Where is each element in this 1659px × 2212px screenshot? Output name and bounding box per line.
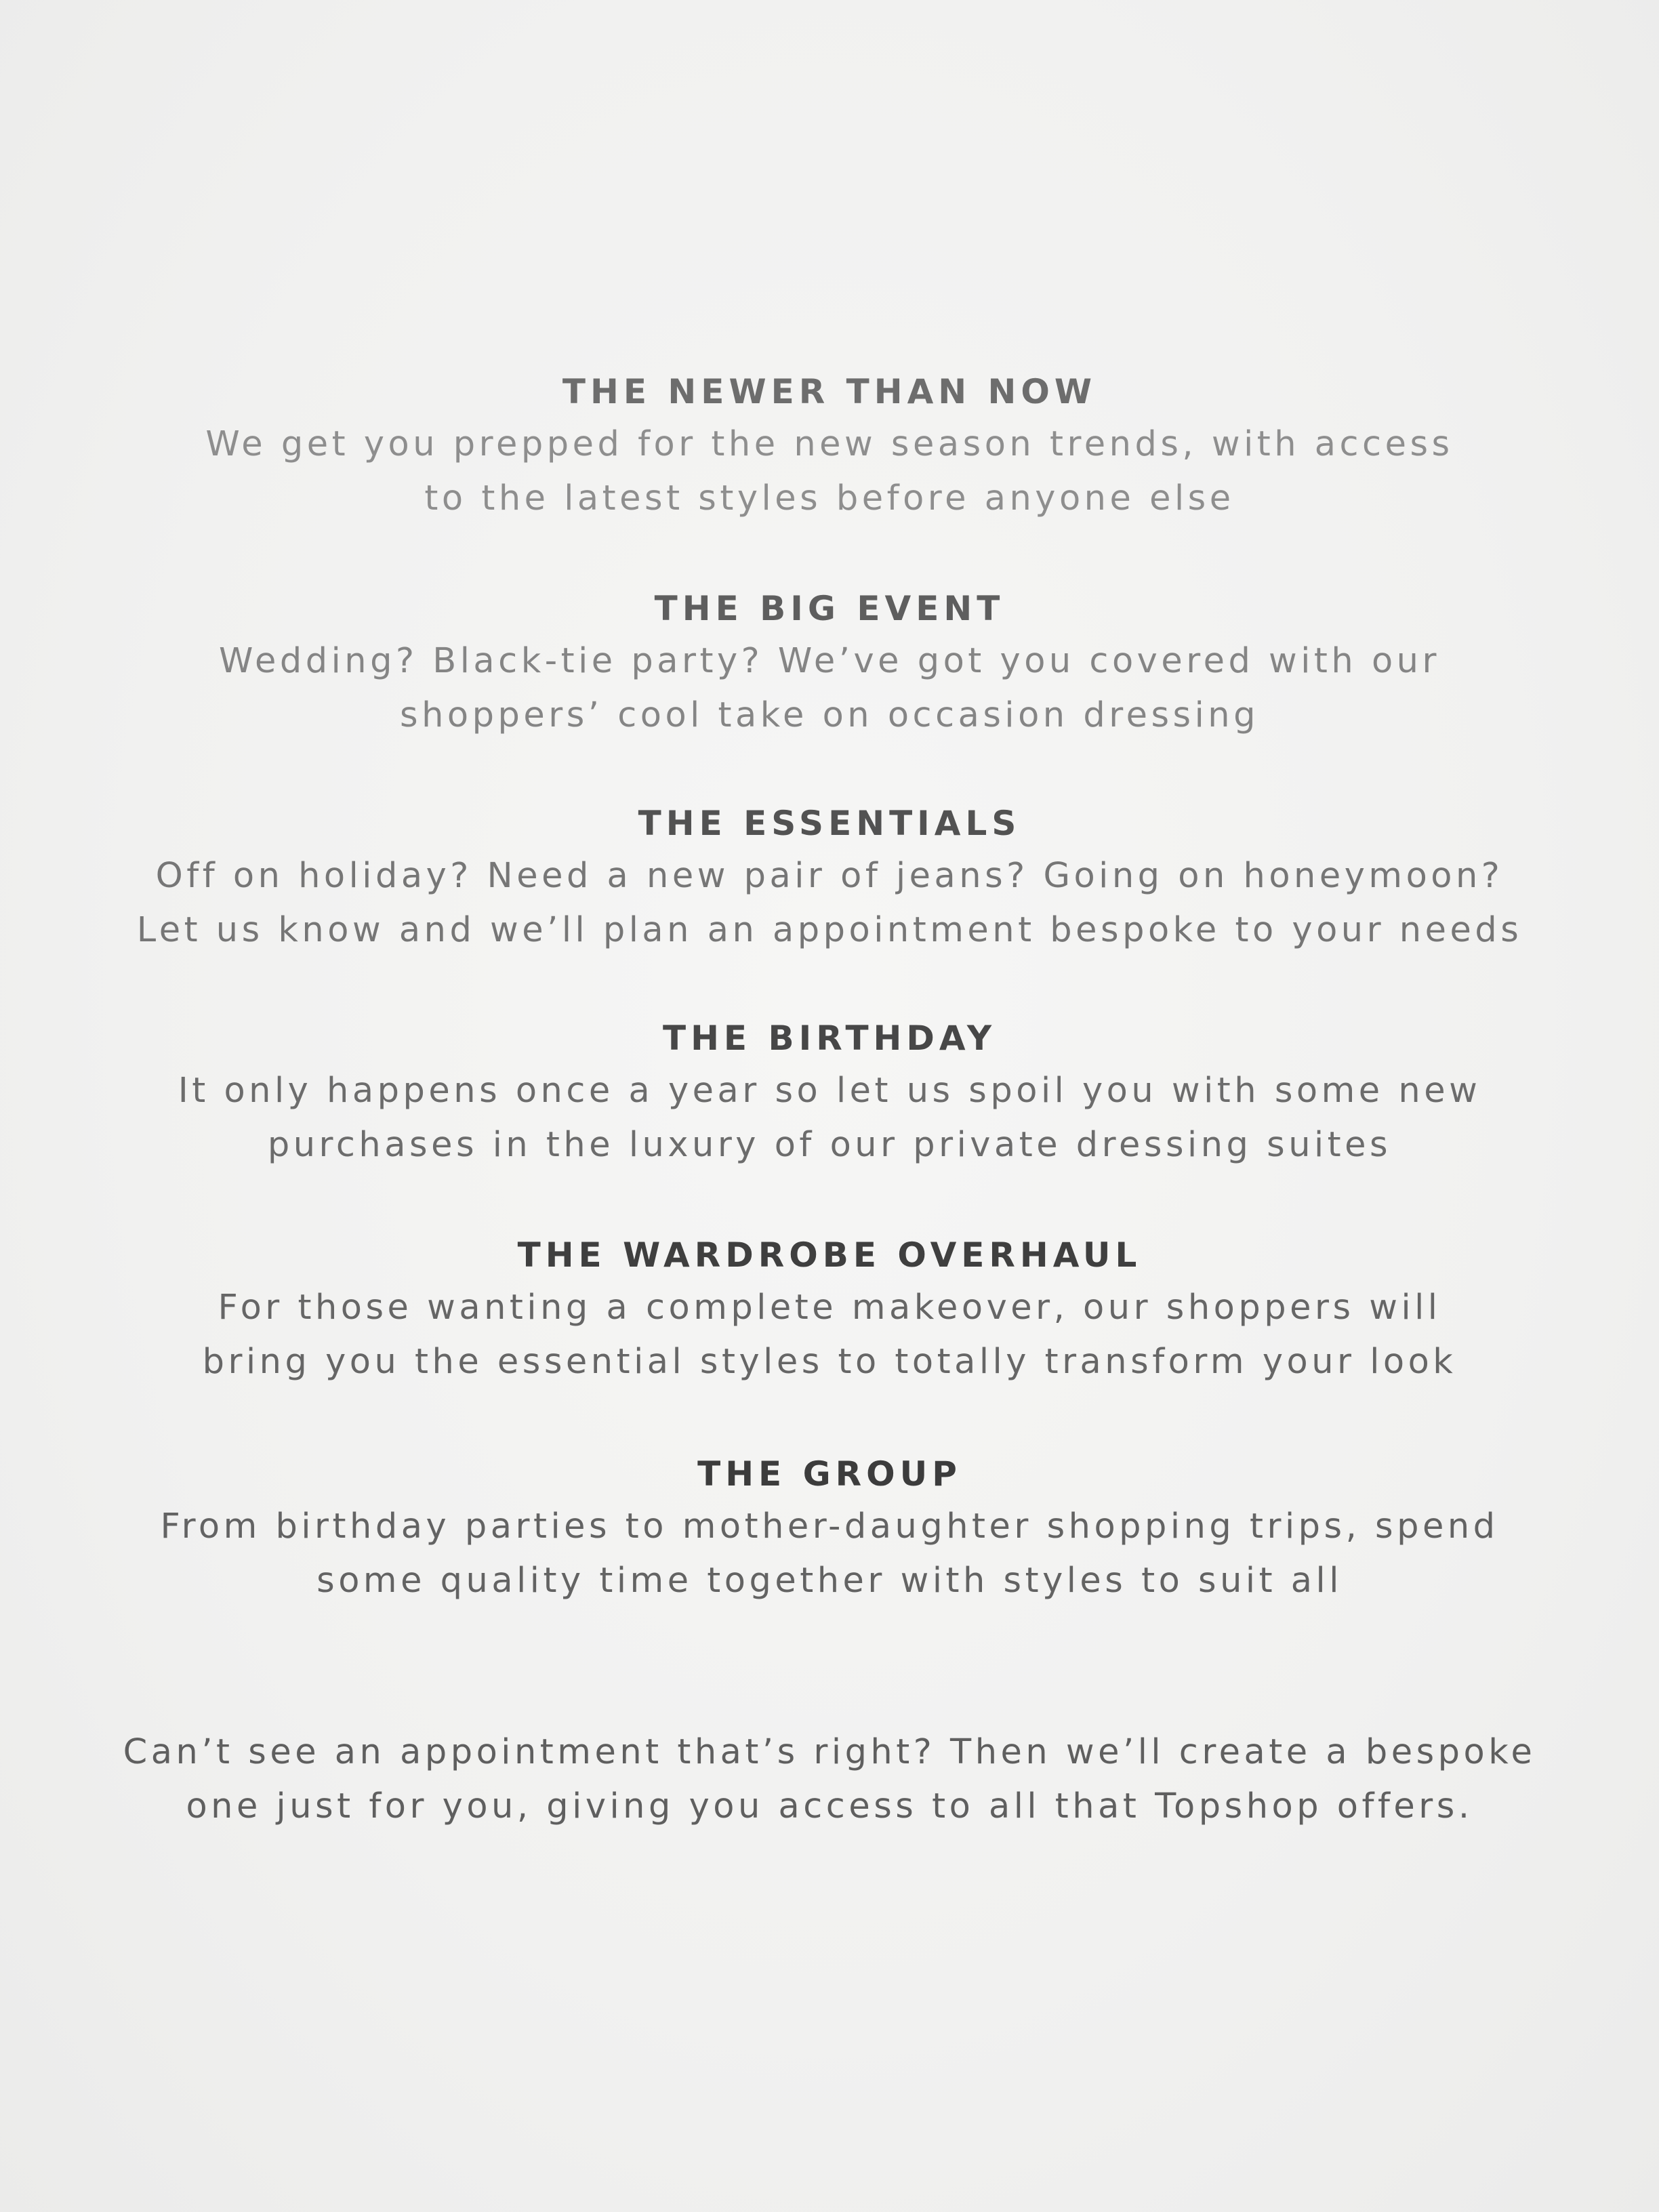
section-description-line: Let us know and we’ll plan an appointment bespoke to your needs xyxy=(136,910,1523,950)
section-birthday xyxy=(0,1018,1659,1172)
footer-line: Can’t see an appointment that’s right? Then we’ll create a bespoke xyxy=(123,1732,1536,1772)
section-heading: THE BIG EVENT xyxy=(654,589,1005,628)
section-heading: THE WARDROBE OVERHAUL xyxy=(517,1235,1142,1275)
section-heading: THE BIRTHDAY xyxy=(662,1019,997,1058)
section-description-line: For those wanting a complete makeover, our shoppers will xyxy=(218,1288,1441,1328)
section-description-line: bring you the essential styles to totally transform your look xyxy=(202,1342,1457,1382)
section-wardrobe-overhaul xyxy=(0,1235,1659,1389)
footer-note xyxy=(0,1725,1659,1834)
section-description-line: purchases in the luxury of our private dressing suites xyxy=(267,1125,1392,1165)
section-heading: THE NEWER THAN NOW xyxy=(562,372,1097,411)
section-description-line: shoppers’ cool take on occasion dressing xyxy=(400,695,1259,735)
section-heading: THE ESSENTIALS xyxy=(638,804,1021,843)
section-essentials xyxy=(0,803,1659,958)
section-description-line: some quality time together with styles to suit all xyxy=(316,1561,1343,1601)
section-description-line: to the latest styles before anyone else xyxy=(424,478,1235,518)
section-group xyxy=(0,1454,1659,1608)
section-heading: THE GROUP xyxy=(697,1454,962,1494)
section-description-line: We get you prepped for the new season trends, with access xyxy=(205,424,1454,464)
section-description-line: From birthday parties to mother-daughter shopping trips, spend xyxy=(160,1507,1499,1547)
section-description-line: It only happens once a year so let us spoil you with some new xyxy=(178,1071,1481,1111)
section-newer-than-now xyxy=(0,371,1659,526)
section-description-line: Wedding? Black-tie party? We’ve got you covered with our xyxy=(219,641,1440,681)
footer-line: one just for you, giving you access to all that Topshop offers. xyxy=(186,1786,1473,1826)
section-description-line: Off on holiday? Need a new pair of jeans? Going on honeymoon? xyxy=(155,856,1504,896)
section-big-event xyxy=(0,588,1659,743)
